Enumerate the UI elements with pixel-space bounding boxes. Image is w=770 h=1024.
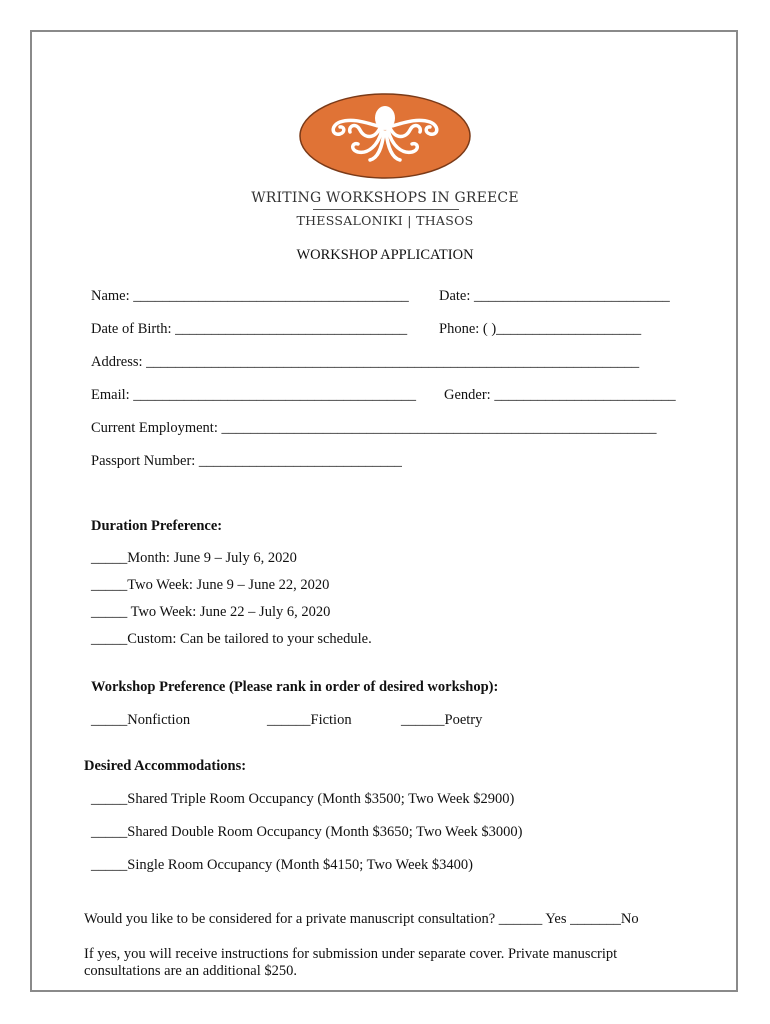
phone-field[interactable]: Phone: ( )____________________ xyxy=(439,321,642,337)
dob-field[interactable]: Date of Birth: ________________________________ xyxy=(91,321,408,337)
duration-option[interactable]: _____Month: June 9 – July 6, 2020 xyxy=(91,550,297,566)
workshop-option-poetry[interactable]: ______Poetry xyxy=(401,712,483,728)
employment-field[interactable]: Current Employment: ____________________________________________________________ xyxy=(91,420,657,436)
accommodation-option[interactable]: _____Shared Triple Room Occupancy (Month $3500; Two Week $2900) xyxy=(91,791,515,807)
email-field[interactable]: Email: _______________________________________ xyxy=(91,387,417,403)
address-field[interactable]: Address: ____________________________________________________________________ xyxy=(91,354,640,370)
workshop-heading: Workshop Preference (Please rank in order of desired workshop): xyxy=(91,679,499,695)
name-field[interactable]: Name: ______________________________________ xyxy=(91,288,409,304)
duration-heading: Duration Preference: xyxy=(91,518,223,534)
workshop-option-fiction[interactable]: ______Fiction xyxy=(267,712,352,728)
page-title: WORKSHOP APPLICATION xyxy=(296,247,474,263)
logo-oval xyxy=(298,92,472,180)
duration-option[interactable]: _____ Two Week: June 22 – July 6, 2020 xyxy=(91,604,331,620)
logo-divider xyxy=(313,209,459,210)
logo-title: WRITING WORKSHOPS IN GREECE xyxy=(251,190,519,206)
date-field[interactable]: Date: ___________________________ xyxy=(439,288,670,304)
consultation-note: If yes, you will receive instructions for submission under separate cover. Private manuscript consultations are an additional $250. xyxy=(84,946,618,979)
duration-option[interactable]: _____Custom: Can be tailored to your schedule. xyxy=(91,631,372,647)
consultation-question[interactable]: Would you like to be considered for a private manuscript consultation? ______ Yes _______No xyxy=(84,911,639,927)
passport-field[interactable]: Passport Number: ____________________________ xyxy=(91,453,402,469)
accommodation-option[interactable]: _____Shared Double Room Occupancy (Month $3650; Two Week $3000) xyxy=(91,824,523,840)
accommodations-heading: Desired Accommodations: xyxy=(84,758,247,774)
logo-subtitle: THESSALONIKI | THASOS xyxy=(296,213,474,228)
workshop-option-nonfiction[interactable]: _____Nonfiction xyxy=(91,712,191,728)
gender-field[interactable]: Gender: _________________________ xyxy=(444,387,676,403)
accommodation-option[interactable]: _____Single Room Occupancy (Month $4150; Two Week $3400) xyxy=(91,857,473,873)
duration-option[interactable]: _____Two Week: June 9 – June 22, 2020 xyxy=(91,577,330,593)
